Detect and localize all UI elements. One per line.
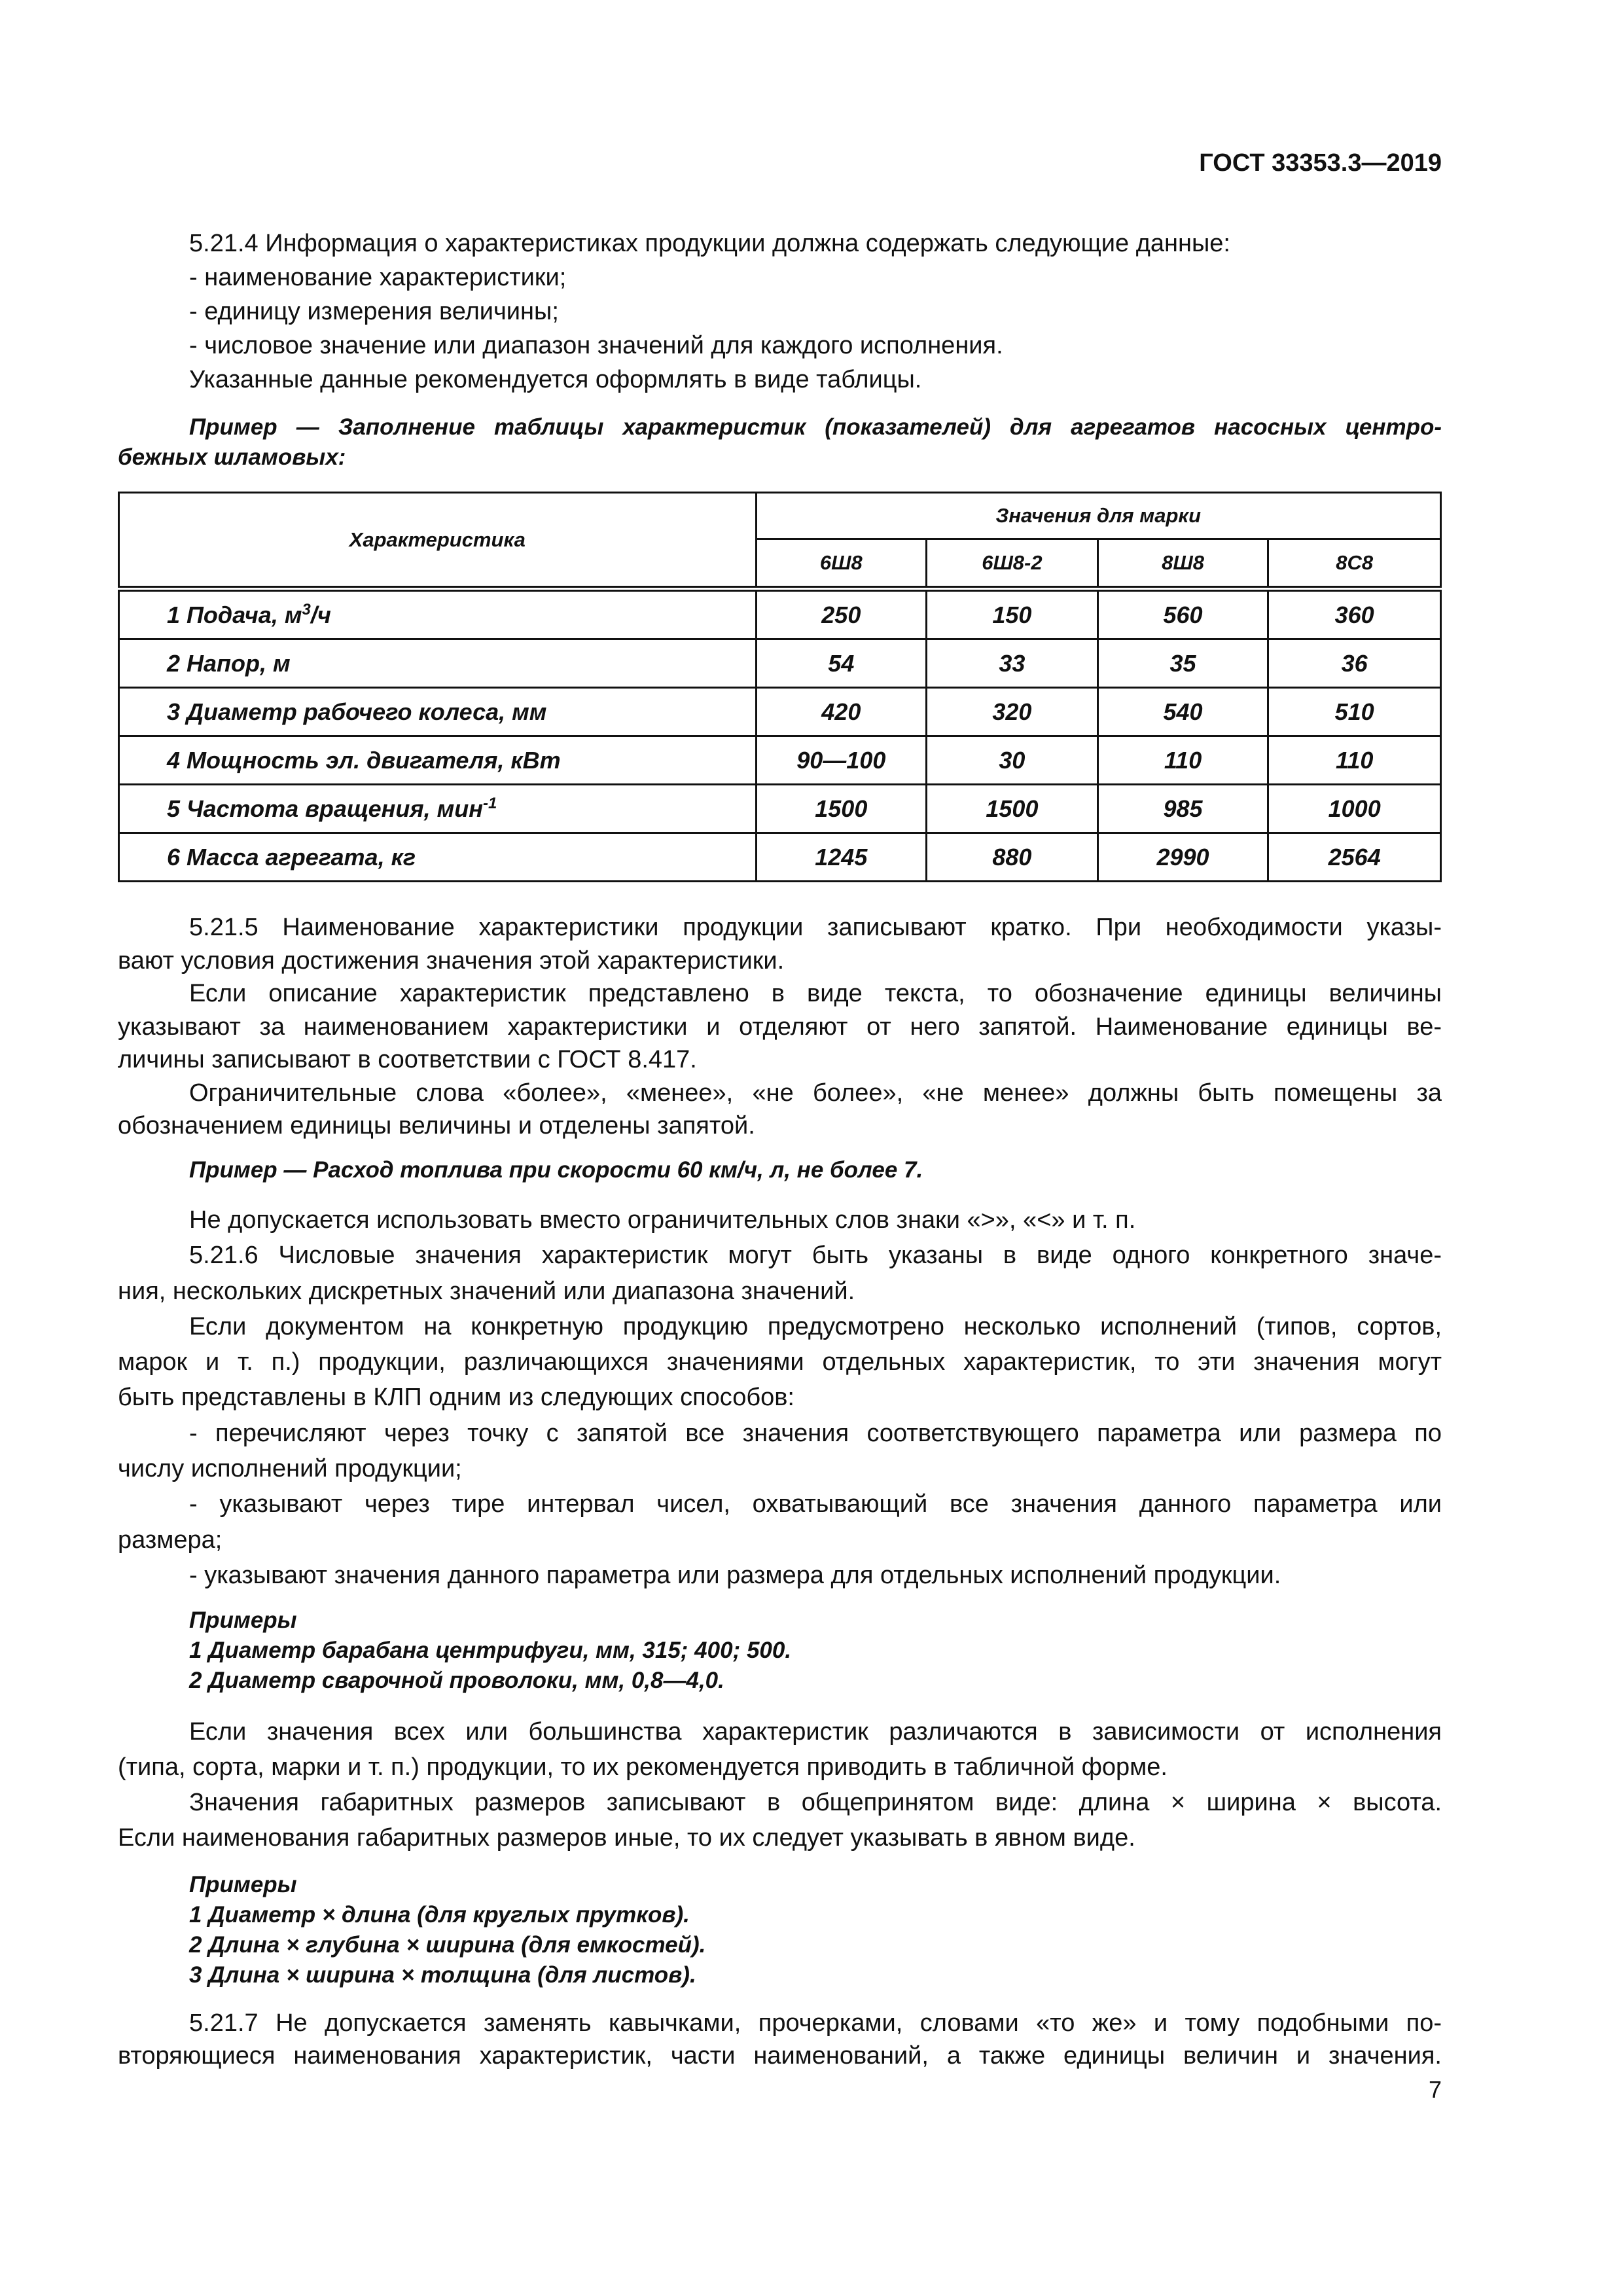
paragraph-line: Ограничительные слова «более», «менее», «не более», «не менее» должны быть помещены за <box>189 1079 1442 1107</box>
example-line: 2 Диаметр сварочной проволоки, мм, 0,8—4,0. <box>189 1668 724 1693</box>
column-header-characteristic: Характеристика <box>119 493 757 589</box>
paragraph-line: Если документом на конкретную продукцию предусмотрено несколько исполнений (типов, сортов, <box>189 1312 1442 1340</box>
section-5-21-5 <box>118 911 1442 1143</box>
table-cell: 560 <box>1097 589 1268 639</box>
paragraph-line: Если описание характеристик представлено в виде текста, то обозначение единицы величины <box>189 980 1442 1007</box>
paragraph-line: 5.21.5 Наименование характеристики продукции записывают кратко. При необходимости указы- <box>189 914 1442 941</box>
paragraph-line: Значения габаритных размеров записывают в общепринятом виде: длина × ширина × высота. <box>189 1789 1442 1816</box>
example-line: 3 Длина × ширина × толщина (для листов). <box>189 1962 696 1988</box>
paragraph-line: вторяющиеся наименования характеристик, части наименований, а также единицы величин и значения. <box>118 2042 1442 2070</box>
section-5-21-6 <box>118 1202 1442 1593</box>
list-item: - перечисляют через точку с запятой все значения соответствующего параметра или размера по <box>189 1419 1442 1447</box>
paragraph-line: указывают за наименованием характеристики и отделяют от него запятой. Наименование единицы ве- <box>118 1013 1442 1041</box>
row-label: 4 Мощность эл. двигателя, кВт <box>119 736 757 785</box>
example-line: 2 Длина × глубина × ширина (для емкостей). <box>189 1932 706 1958</box>
row-label: 5 Частота вращения, мин$^{-1}$ <box>119 785 757 833</box>
example-table-caption <box>118 412 1442 473</box>
table-cell: 110 <box>1097 736 1268 785</box>
paragraph-line: ния, нескольких дискретных значений или диапазона значений. <box>118 1277 855 1305</box>
row-label: 1 Подача, $м^3/ч$ <box>119 589 757 639</box>
table-cell: 54 <box>756 639 927 688</box>
table-cell: 985 <box>1097 785 1268 833</box>
examples-title: Примеры <box>189 1872 297 1897</box>
dimensions-paragraphs <box>118 1714 1442 1856</box>
row-label: 2 Напор, м <box>119 639 757 688</box>
table-cell: 35 <box>1097 639 1268 688</box>
list-item: - единицу измерения величины; <box>189 298 559 325</box>
table-cell: 1245 <box>756 833 927 882</box>
example-line: 1 Диаметр × длина (для круглых прутков). <box>189 1902 690 1928</box>
row-label: 6 Масса агрегата, кг <box>119 833 757 882</box>
list-item: - числовое значение или диапазон значений для каждого исполнения. <box>189 332 1003 359</box>
table-row <box>119 833 1441 882</box>
table-row <box>119 736 1441 785</box>
table-row <box>119 639 1441 688</box>
example-line: 1 Диаметр барабана центрифуги, мм, 315; 400; 500. <box>189 1638 792 1663</box>
page-number: 7 <box>1428 2076 1442 2103</box>
examples-diameters <box>118 1605 1442 1696</box>
paragraph-line: (типа, сорта, марки и т. п.) продукции, то их рекомендуется приводить в табличной форме. <box>118 1753 1168 1781</box>
table-cell: 360 <box>1268 589 1441 639</box>
table-row <box>119 785 1441 833</box>
characteristics-table <box>118 492 1442 882</box>
table-cell: 1000 <box>1268 785 1441 833</box>
paragraph-line: личины записывают в соответствии с ГОСТ 8.417. <box>118 1046 697 1073</box>
table-cell: 320 <box>927 688 1098 736</box>
paragraph-line: Не допускается использовать вместо ограничительных слов знаки «>», «<» и т. п. <box>189 1206 1136 1234</box>
paragraph-line: 5.21.4 Информация о характеристиках продукции должна содержать следующие данные: <box>189 230 1230 257</box>
table-cell: 36 <box>1268 639 1441 688</box>
table-cell: 510 <box>1268 688 1441 736</box>
caption-line: бежных шламовых: <box>118 444 346 470</box>
example-line: Пример — Расход топлива при скорости 60 км/ч, л, не более 7. <box>189 1157 923 1183</box>
paragraph-line: марок и т. п.) продукции, различающихся значениями отдельных характеристик, то эти значения могут <box>118 1348 1442 1376</box>
table-row <box>119 589 1441 639</box>
paragraph-line: 5.21.7 Не допускается заменять кавычками, прочерками, словами «то же» и тому подобными по- <box>189 2009 1442 2037</box>
list-item: - указывают через тире интервал чисел, охватывающий все значения данного параметра или <box>189 1490 1442 1518</box>
table-cell: 33 <box>927 639 1098 688</box>
paragraph-line: 5.21.6 Числовые значения характеристик могут быть указаны в виде одного конкретного значе- <box>189 1242 1442 1270</box>
row-label: 3 Диаметр рабочего колеса, мм <box>119 688 757 736</box>
examples-dimensions <box>118 1870 1442 1990</box>
table-cell: 880 <box>927 833 1098 882</box>
table-cell: 250 <box>756 589 927 639</box>
column-header-brand: 6Ш8-2 <box>927 539 1098 589</box>
paragraph-line: быть представлены в КЛП одним из следующих способов: <box>118 1384 794 1412</box>
document-id-header: ГОСТ 33353.3—2019 <box>1199 149 1442 177</box>
table-cell: 90—100 <box>756 736 927 785</box>
column-group-header: Значения для марки <box>756 493 1440 539</box>
column-header-brand: 8С8 <box>1268 539 1441 589</box>
paragraph-line: Указанные данные рекомендуется оформлять в виде таблицы. <box>189 366 922 393</box>
table-cell: 30 <box>927 736 1098 785</box>
list-item: - наименование характеристики; <box>189 264 567 291</box>
table-cell: 2564 <box>1268 833 1441 882</box>
table-cell: 540 <box>1097 688 1268 736</box>
section-5-21-4 <box>118 226 1442 397</box>
paragraph-line: вают условия достижения значения этой характеристики. <box>118 946 785 975</box>
table-cell: 110 <box>1268 736 1441 785</box>
table-cell: 1500 <box>756 785 927 833</box>
table-cell: 150 <box>927 589 1098 639</box>
examples-title: Примеры <box>189 1607 297 1633</box>
list-item: - указывают значения данного параметра или размера для отдельных исполнений продукции. <box>189 1561 1281 1589</box>
list-item: числу исполнений продукции; <box>118 1455 462 1483</box>
table-cell: 1500 <box>927 785 1098 833</box>
paragraph-line: Если наименования габаритных размеров иные, то их следует указывать в явном виде. <box>118 1824 1135 1852</box>
table-cell: 2990 <box>1097 833 1268 882</box>
caption-line: Пример — Заполнение таблицы характеристик (показателей) для агрегатов насосных центро- <box>189 414 1442 440</box>
column-header-brand: 6Ш8 <box>756 539 927 589</box>
column-header-brand: 8Ш8 <box>1097 539 1268 589</box>
section-5-21-7 <box>118 2007 1442 2072</box>
table-row <box>119 688 1441 736</box>
example-fuel <box>118 1155 1442 1185</box>
table-cell: 420 <box>756 688 927 736</box>
paragraph-line: Если значения всех или большинства характеристик различаются в зависимости от исполнения <box>189 1718 1442 1746</box>
paragraph-line: обозначением единицы величины и отделены запятой. <box>118 1112 755 1139</box>
list-item: размера; <box>118 1526 223 1554</box>
